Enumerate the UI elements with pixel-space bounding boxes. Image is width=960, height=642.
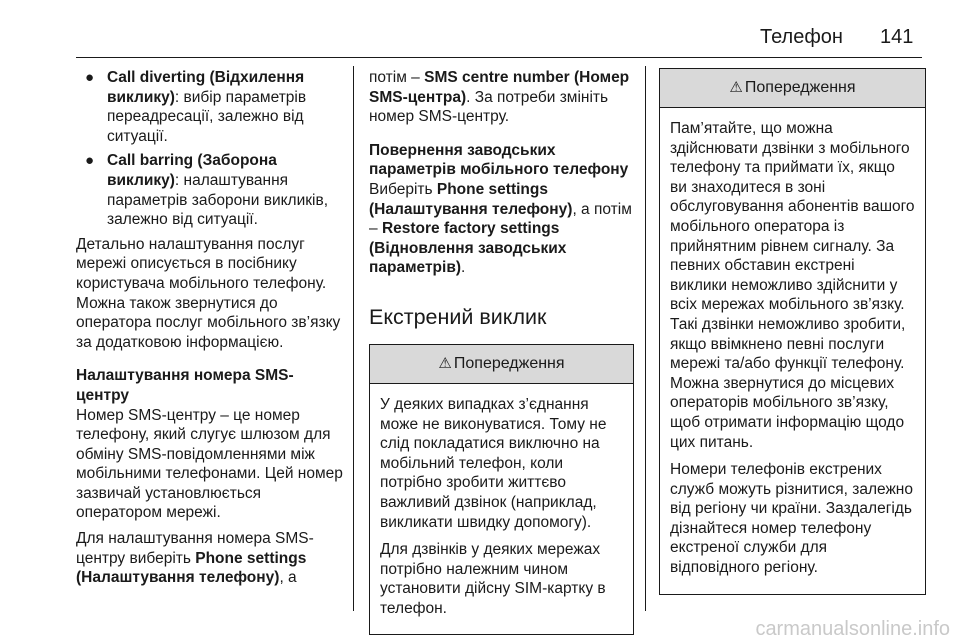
page-number: 141 bbox=[880, 26, 914, 48]
list-item bbox=[76, 68, 344, 146]
watermark: carmanualsonline.info bbox=[755, 618, 950, 640]
text-run: , а потім – bbox=[369, 200, 632, 238]
chapter-heading: Екстрений виклик bbox=[369, 304, 547, 329]
text-run: . За потреби змініть номер SMS-центру. bbox=[369, 88, 609, 126]
section-heading: Повернення заводських параметрів мобільного телефону bbox=[369, 141, 629, 179]
bullet-icon: ● bbox=[85, 152, 95, 170]
option-name: Call barring (Заборона виклику) bbox=[107, 152, 277, 189]
text-run: Для налаштування номера SMS-центру виберіть bbox=[76, 530, 314, 567]
header-rule bbox=[76, 57, 922, 58]
warning-paragraph: Пам’ятайте, що можна здійснювати дзвінки з мобільного телефону та приймати їх, якщо ви знаходитеся в зоні обслуговування абонентів вашого мобільного оператора із прийнятним рівнем сигналу. За певних обставин екстрені виклики неможливо здійснити у всіх мережах мобільного зв’язку. Такі дзвінки неможливо зробити, якщо ввімкнено певні послуги мережі та/або функції телефону. Можна звернутися до місцевих операторів мобільного зв’язку, щоб отримати інформацію щодо цих питань. bbox=[670, 120, 915, 451]
warning-header bbox=[660, 69, 925, 108]
text-run: Виберіть bbox=[369, 180, 437, 198]
paragraph: Номер SMS-центру – це номер телефону, який слугує шлюзом для обміну SMS-повідомленнями між мобільними телефонами. Цей номер зазвичай установлюється оператором мережі. bbox=[76, 406, 343, 522]
list-item bbox=[76, 151, 344, 229]
warning-paragraph: Для дзвінків у деяких мережах потрібно належним чином установити дійсну SIM-картку в телефон. bbox=[380, 541, 606, 617]
option-description: : налаштування параметрів заборони викликів, залежно від ситуації. bbox=[107, 171, 329, 229]
page-footer bbox=[0, 612, 960, 642]
warning-body bbox=[370, 384, 633, 635]
bullet-icon: ● bbox=[85, 69, 95, 86]
option-description: : вибір параметрів переадресації, залежно від ситуації. bbox=[107, 88, 307, 145]
paragraph bbox=[369, 180, 634, 278]
menu-reference: Restore factory settings (Відновлення заводських параметрів) bbox=[369, 220, 567, 277]
page-header bbox=[0, 0, 960, 57]
paragraph: Детально налаштування послуг мережі описується в посібнику користувача мобільного телефону. Можна також звернутися до оператора послуг мобільного зв’язку за додатковою інформацією. bbox=[76, 235, 341, 351]
warning-body bbox=[660, 108, 925, 594]
warning-box bbox=[369, 344, 634, 636]
column-3 bbox=[659, 68, 926, 595]
warning-paragraph: У деяких випадках з’єднання може не виконуватися. Тому не слід покладатися виключно на мобільний телефон, коли потрібно зробити життєво важливий дзвінок (наприклад, викликати швидку допомогу). bbox=[380, 395, 607, 531]
warning-paragraph: Номери телефонів екстрених служб можуть різнитися, залежно від регіону чи країни. Заздалегідь дізнайтеся номер телефону екстреної служби для відповідного регіону. bbox=[670, 461, 913, 577]
warning-box bbox=[659, 68, 926, 595]
bullet-list bbox=[76, 68, 344, 230]
column-divider bbox=[645, 66, 646, 611]
warning-header bbox=[370, 345, 633, 384]
warning-triangle-icon: ⚠ bbox=[729, 79, 743, 96]
warning-title: Попередження bbox=[744, 79, 856, 96]
paragraph bbox=[369, 68, 634, 127]
column-1 bbox=[76, 68, 344, 594]
paragraph bbox=[76, 529, 344, 588]
page-title: Телефон bbox=[760, 26, 843, 48]
section-heading: Налаштування номера SMS-центру bbox=[76, 367, 294, 404]
warning-title: Попередження bbox=[453, 354, 565, 372]
menu-reference: Phone settings (Налаштування телефону) bbox=[76, 549, 307, 587]
text-run: потім – bbox=[369, 69, 425, 86]
column-2 bbox=[369, 68, 634, 635]
menu-reference: Phone settings (Налаштування телефону) bbox=[369, 180, 573, 218]
column-divider bbox=[353, 66, 354, 611]
option-name: Call diverting (Відхилення виклику) bbox=[107, 69, 305, 106]
warning-triangle-icon: ⚠ bbox=[438, 354, 452, 372]
text-run: . bbox=[461, 259, 466, 277]
text-run: , а bbox=[279, 569, 297, 587]
menu-reference: SMS centre number (Номер SMS-центра) bbox=[369, 69, 630, 106]
